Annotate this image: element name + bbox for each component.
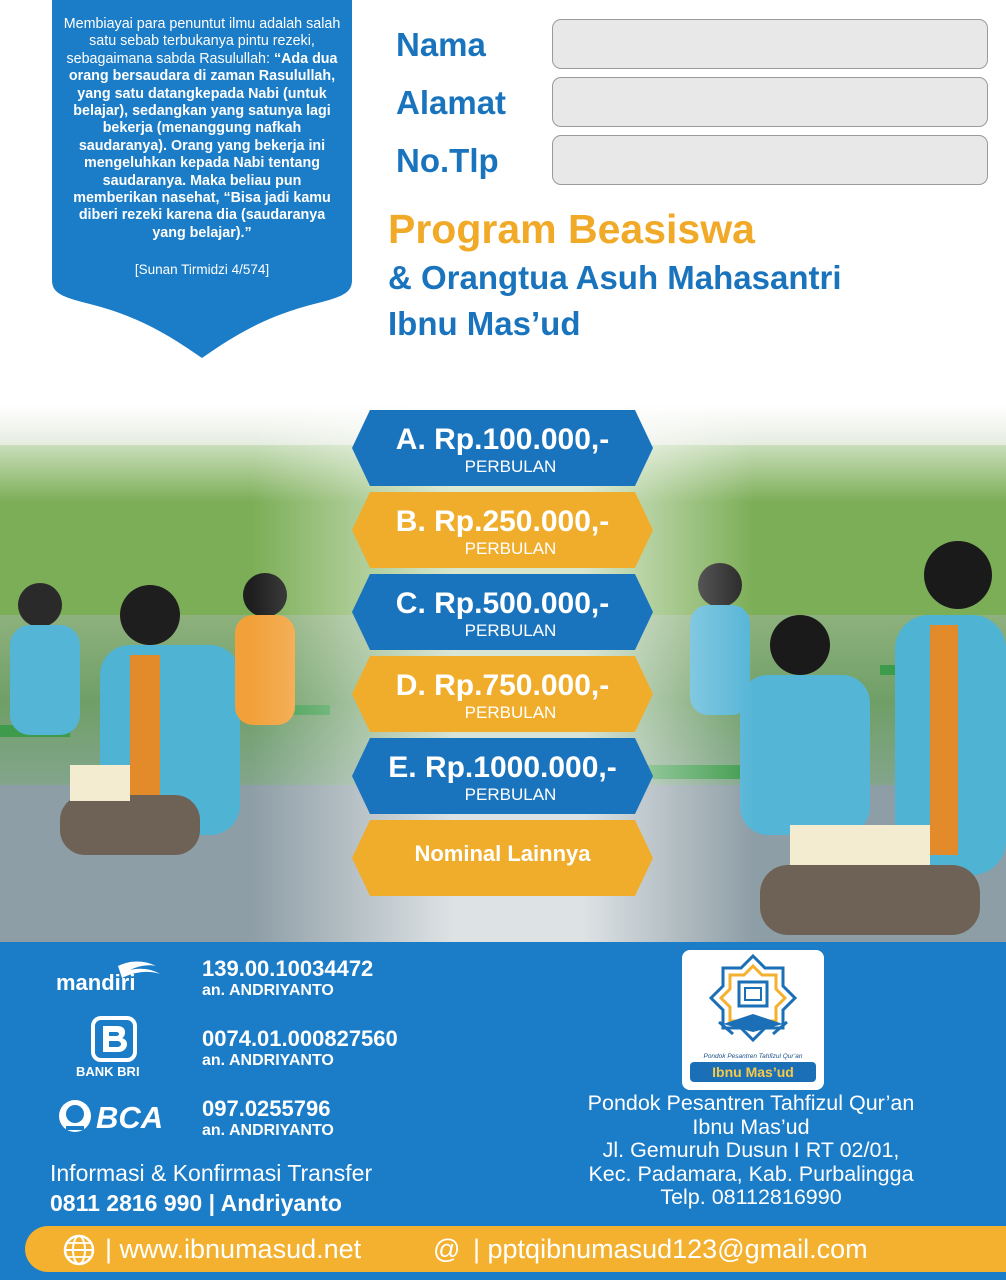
bca-logo <box>56 1098 172 1138</box>
bri-account-holder: an. ANDRIYANTO <box>202 1052 334 1069</box>
address-line-5[interactable]: Telp. 08112816990 <box>660 1185 842 1209</box>
transfer-info-label: Informasi & Konfirmasi Transfer <box>50 1160 373 1186</box>
globe-icon <box>63 1234 95 1266</box>
mandiri-account-holder: an. ANDRIYANTO <box>202 982 334 999</box>
option-c-amount: C. Rp.500.000,- <box>395 587 610 620</box>
footer-email[interactable]: | pptqibnumasud123@gmail.com <box>473 1234 868 1264</box>
option-d-amount: D. Rp.750.000,- <box>395 669 610 702</box>
bri-account-number: 0074.01.000827560 <box>202 1026 398 1051</box>
hadith-banner <box>52 0 352 360</box>
logo-name: Ibnu Mas’ud <box>690 1062 816 1082</box>
option-d-period: PERBULAN <box>464 703 557 722</box>
program-subtitle-2: Ibnu Mas’ud <box>388 305 581 342</box>
org-address <box>536 1092 966 1210</box>
quote-hadith: “Ada dua orang bersaudara di zaman Rasulullah, yang satu datangkepada Nabi (untuk belajar), sedangkan yang satunya lagi bekerja (menanggung nafkah saudaranya). Orang yang bekerja ini mengeluhkan kepada Nabi tentang saudaranya. Maka beliau pun memberikan nasehat, “Bisa jadi kamu diberi rezeki karena dia (saudaranya yang belajar).” <box>68 50 338 241</box>
bca-logo-text: BCA <box>96 1100 164 1135</box>
option-e-badge[interactable] <box>352 738 653 814</box>
option-c-period: PERBULAN <box>464 621 557 640</box>
logo-emblem <box>682 950 824 1054</box>
option-other-badge[interactable] <box>352 820 653 896</box>
mandiri-logo <box>56 958 172 998</box>
address-line-1: Pondok Pesantren Tahfizul Qur’an <box>587 1091 915 1115</box>
option-a-period: PERBULAN <box>464 457 557 476</box>
quote-source: [Sunan Tirmidzi 4/574] <box>134 262 270 277</box>
option-a-amount: A. Rp.100.000,- <box>395 423 610 456</box>
footer-website[interactable]: | www.ibnumasud.net <box>105 1234 362 1264</box>
quote-intro: Membiayai para penuntut ilmu adalah salah satu sebab terbukanya pintu rezeki, sebagaimana sabda Rasulullah: <box>63 16 341 67</box>
at-icon: @ <box>433 1234 461 1264</box>
address-field[interactable] <box>552 77 988 127</box>
bca-account-number: 097.0255796 <box>202 1096 331 1121</box>
transfer-contact[interactable]: 0811 2816 990 | Andriyanto <box>50 1190 342 1216</box>
hadith-quote <box>62 16 342 242</box>
option-other-label: Nominal Lainnya <box>414 841 591 866</box>
bri-logo <box>70 1016 160 1080</box>
option-b-period: PERBULAN <box>464 539 557 558</box>
option-b-amount: B. Rp.250.000,- <box>395 505 610 538</box>
option-e-amount: E. Rp.1000.000,- <box>388 751 617 784</box>
name-field[interactable] <box>552 19 988 69</box>
program-title: Program Beasiswa <box>388 206 755 252</box>
address-line-2: Ibnu Mas’ud <box>692 1114 810 1139</box>
phone-field[interactable] <box>552 135 988 185</box>
address-line-4: Kec. Padamara, Kab. Purbalingga <box>588 1161 914 1186</box>
bri-logo-text: BANK BRI <box>76 1064 140 1079</box>
mandiri-account-number: 139.00.10034472 <box>202 956 374 981</box>
mandiri-logo-text: mandiri <box>56 970 136 995</box>
option-b-badge[interactable] <box>352 492 653 568</box>
logo-caption: Pondok Pesantren Tahfizul Qur’an <box>703 1053 803 1060</box>
phone-label: No.Tlp <box>396 142 499 179</box>
ibnu-masud-logo <box>682 950 824 1090</box>
name-label: Nama <box>396 26 486 63</box>
bca-account-holder: an. ANDRIYANTO <box>202 1122 334 1139</box>
option-a-badge[interactable] <box>352 410 653 486</box>
option-d-badge[interactable] <box>352 656 653 732</box>
program-subtitle-1: & Orangtua Asuh Mahasantri <box>388 259 842 296</box>
address-line-3: Jl. Gemuruh Dusun I RT 02/01, <box>602 1138 900 1162</box>
address-label: Alamat <box>396 84 507 121</box>
option-c-badge[interactable] <box>352 574 653 650</box>
footer-bar <box>25 1226 1006 1272</box>
option-e-period: PERBULAN <box>464 785 557 804</box>
